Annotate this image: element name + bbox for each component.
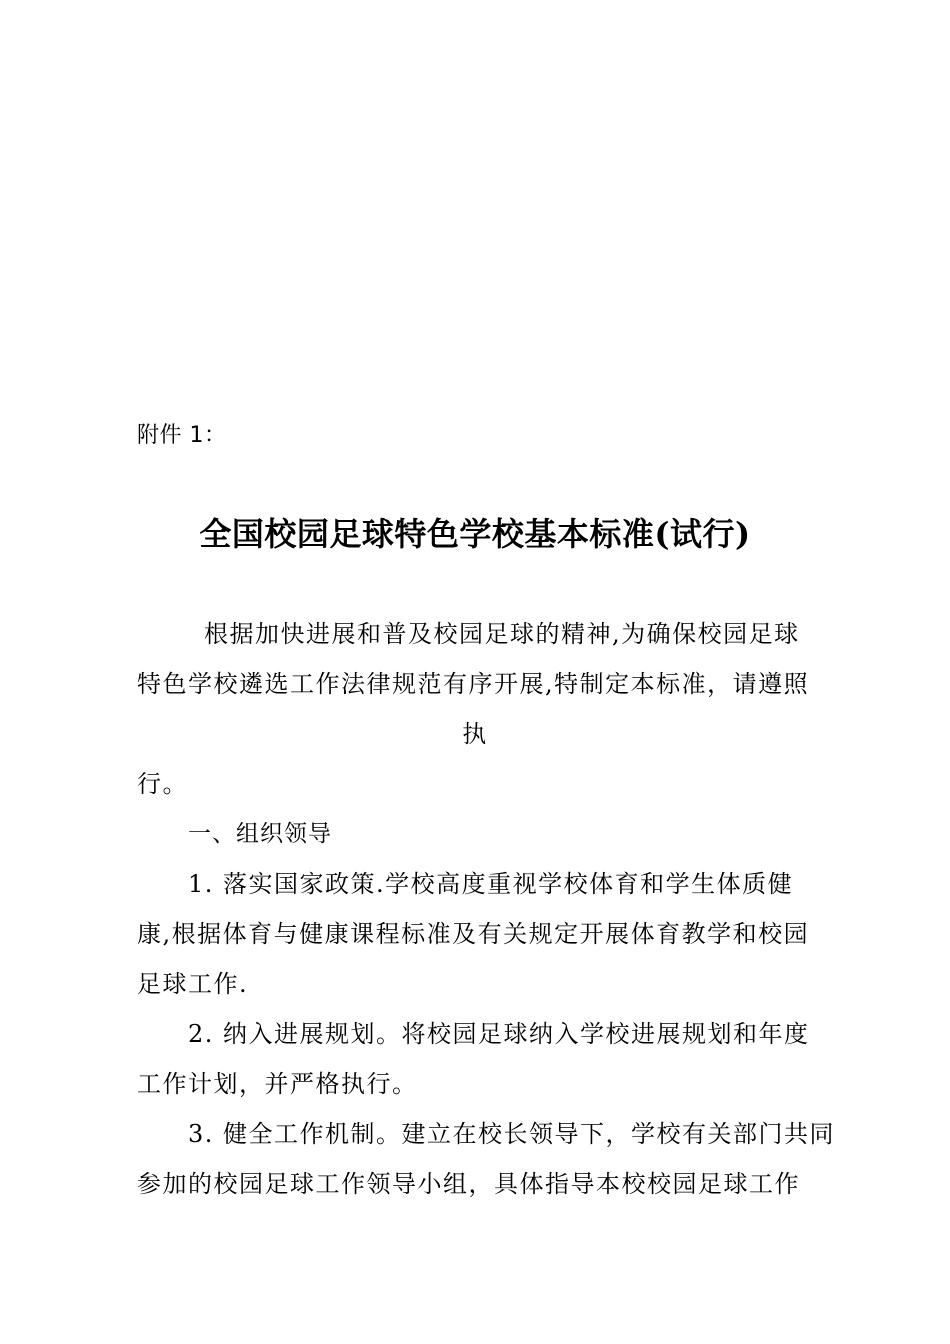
section-heading-organization: 一、组织领导 [188,821,332,847]
document-title: 全国校园足球特色学校基本标准(试行) [199,515,751,553]
intro-line-4: 行。 [137,770,188,798]
item3-line-1: 3. 健全工作机制。建立在校长领导下，学校有关部门共同 [188,1120,836,1148]
item1-line-1: 1. 落实国家政策.学校高度重视学校体育和学生体质健 [188,870,794,898]
intro-line-2: 特色学校遴选工作法律规范有序开展,特制定本标准，请遵照 [137,670,810,698]
item1-line-2: 康,根据体育与健康课程标准及有关规定开展体育教学和校园 [137,920,810,948]
item2-line-2: 工作计划，并严格执行。 [137,1070,418,1098]
item3-line-2: 参加的校园足球工作领导小组，具体指导本校校园足球工作 [137,1170,800,1198]
item2-line-1: 2. 纳入进展规划。将校园足球纳入学校进展规划和年度 [188,1020,810,1048]
intro-line-1: 根据加快进展和普及校园足球的精神,为确保校园足球 [204,620,800,648]
attachment-label: 附件 1： [137,423,227,448]
item1-line-3: 足球工作. [137,970,249,998]
intro-line-3: 执 [462,720,488,748]
